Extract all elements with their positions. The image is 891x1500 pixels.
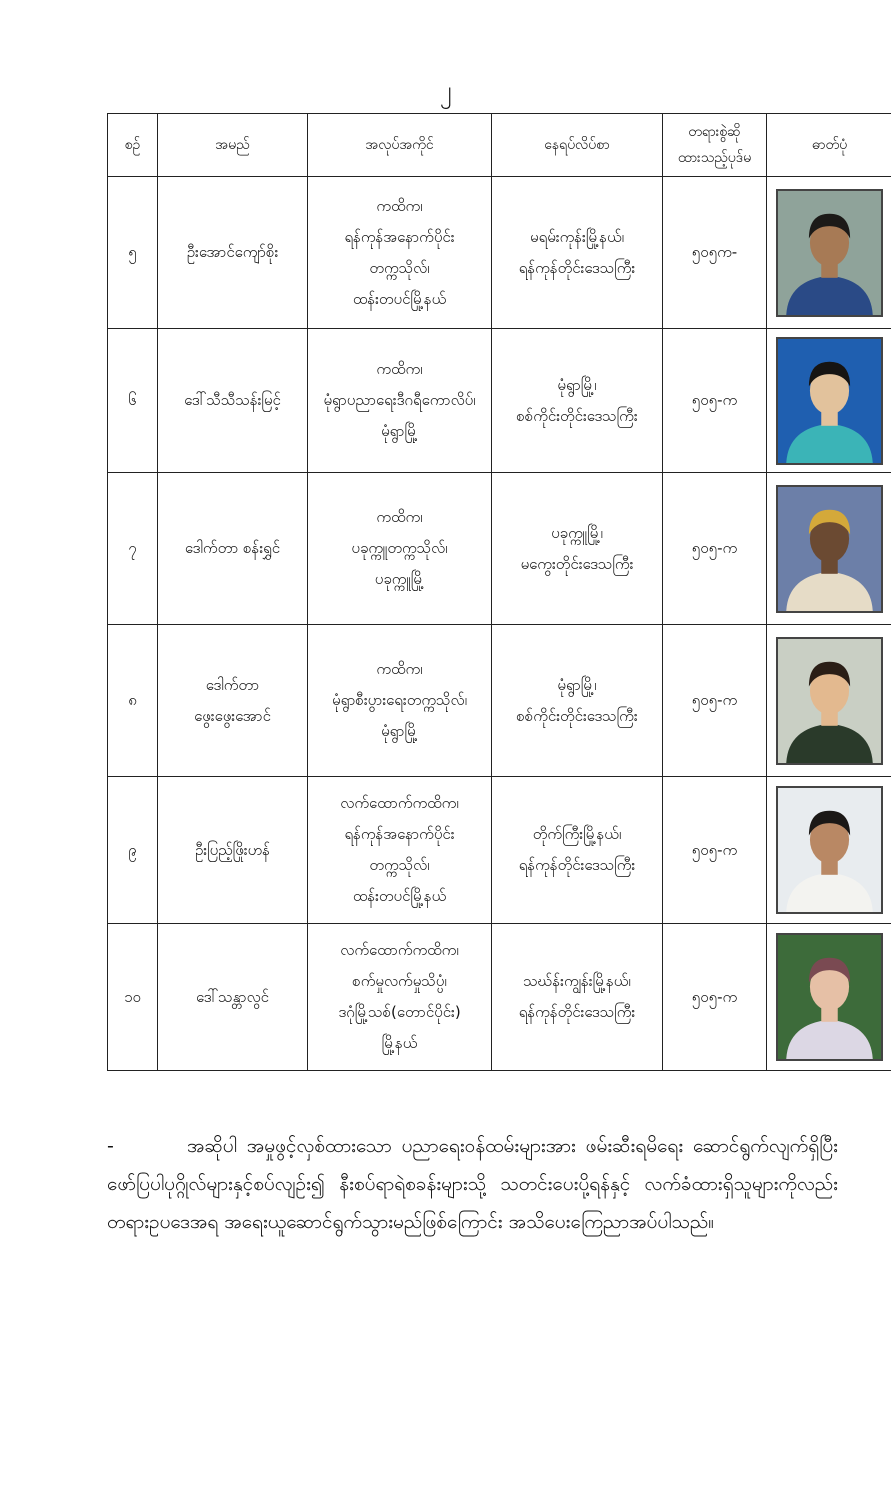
person-photo [776, 485, 883, 613]
name-line: ဒေါ်သီသီသန်းမြင့် [184, 391, 281, 409]
cell-law-section: ၅၀၅-က [663, 473, 767, 625]
occupation-line: ထန်းတပင်မြို့နယ် [352, 887, 447, 905]
cell-address [492, 473, 663, 625]
cell-address [492, 625, 663, 777]
table-row [108, 924, 891, 1071]
person-photo [776, 337, 883, 465]
name-line: ဦးအောင်ကျော်စိုး [186, 243, 279, 261]
person-photo [776, 637, 883, 765]
address-line: ရန်ကုန်တိုင်းဒေသကြီး [518, 258, 636, 277]
occupation-line: ကထိက၊ [376, 660, 423, 678]
occupation-line: ကထိက၊ [376, 508, 423, 526]
cell-name [158, 473, 308, 625]
cell-occupation [308, 625, 492, 777]
cell-name [158, 777, 308, 924]
header-law-section [663, 114, 767, 177]
cell-occupation [308, 777, 492, 924]
table-row [108, 177, 891, 329]
occupation-line: မုံရွာစီးပွားရေးတက္ကသိုလ်၊ [332, 691, 467, 709]
name-line: ဒေါ်သန္တာလွင် [196, 987, 269, 1006]
occupation-line: ပခုက္ကူမြို့ [374, 570, 425, 588]
table-row [108, 473, 891, 625]
occupation-line: စက်မှုလက်မှုသိပ္ပံ၊ [352, 972, 447, 990]
occupation-line: ဒဂုံမြို့သစ်(တောင်ပိုင်း) [338, 1003, 461, 1021]
cell-law-section: ၅၀၅-က [663, 777, 767, 924]
address-line: ရန်ကုန်တိုင်းဒေသကြီး [518, 1003, 636, 1021]
occupation-line: ရန်ကုန်အနောက်ပိုင်း [344, 825, 455, 843]
cell-occupation [308, 329, 492, 473]
cell-no: ၁၀ [108, 924, 158, 1071]
cell-photo [767, 177, 891, 329]
table-header-row [108, 114, 891, 177]
header-law-line2: ထားသည့်ပုဒ်မ [677, 150, 752, 166]
occupation-line: တက္ကသိုလ်၊ [369, 258, 430, 277]
name-line: ဦးပြည့်ဖြိုးဟန် [194, 840, 271, 859]
occupation-line: လက်ထောက်ကထိက၊ [340, 794, 459, 812]
occupation-line: ထန်းတပင်မြို့နယ် [352, 289, 447, 308]
name-line: ဒေါက်တာ စန်းရွှင် [184, 539, 281, 557]
cell-no: ၅ [108, 177, 158, 329]
cell-occupation [308, 924, 492, 1071]
notice-dash: - [107, 1135, 114, 1157]
occupation-line: တက္ကသိုလ်၊ [369, 856, 430, 874]
cell-address [492, 924, 663, 1071]
cell-photo [767, 329, 891, 473]
occupation-line: ပခုက္ကူတက္ကသိုလ်၊ [351, 539, 448, 557]
notice-text: အဆိုပါ အမှုဖွင့်လှစ်ထားသော ပညာရေးဝန်ထမ်းများအား ဖမ်းဆီးရမိရေး ဆောင်ရွက်လျက်ရှိပြီး ဖော်ပြပါပုဂ္ဂိုလ်များနှင့်စပ်လျဉ်း၍ နီးစပ်ရာရဲစခန်းများသို့ သတင်းပေးပို့ရန်နှင့် လက်ခံထားရှိသူများကိုလည်း တရားဥပဒေအရ အရေးယူဆောင်ရွက်သွားမည်ဖြစ်ကြောင်း အသိပေးကြေညာအပ်ပါသည်။ [107, 1135, 838, 1233]
notice-paragraph [107, 1127, 838, 1241]
cell-law-section: ၅၀၅-က [663, 329, 767, 473]
name-line: ဖွေးဖွေးအောင် [194, 706, 271, 725]
cell-law-section: ၅၀၅-က [663, 924, 767, 1071]
occupation-line: ကထိက၊ [376, 196, 423, 215]
cell-no: ၈ [108, 625, 158, 777]
person-photo [776, 189, 883, 317]
header-occupation: အလုပ်အကိုင် [308, 114, 492, 177]
portrait-icon [778, 191, 881, 315]
table-row [108, 777, 891, 924]
address-line: သဃ်န်းကျွန်းမြို့နယ်၊ [523, 972, 631, 990]
table-row [108, 625, 891, 777]
occupation-line: မုံရွာမြို့ [381, 722, 418, 740]
cell-address [492, 329, 663, 473]
cell-address [492, 777, 663, 924]
address-line: ရန်ကုန်တိုင်းဒေသကြီး [518, 856, 636, 874]
cell-no: ၇ [108, 473, 158, 625]
table-row [108, 329, 891, 473]
cell-no: ၆ [108, 329, 158, 473]
cell-occupation [308, 473, 492, 625]
portrait-icon [778, 639, 881, 763]
address-line: စစ်ကိုင်းတိုင်းဒေသကြီး [516, 706, 638, 725]
name-line: ဒေါက်တာ [205, 675, 260, 694]
cell-no: ၉ [108, 777, 158, 924]
header-photo: ဓာတ်ပုံ [767, 114, 891, 177]
person-photo [776, 786, 883, 914]
cell-name [158, 329, 308, 473]
wanted-staff-table [107, 113, 891, 1071]
address-line: စစ်ကိုင်းတိုင်းဒေသကြီး [516, 406, 638, 425]
occupation-line: ကထိက၊ [376, 360, 423, 378]
header-no: စဉ် [108, 114, 158, 177]
cell-photo [767, 777, 891, 924]
occupation-line: မုံရွာမြို့ [381, 422, 418, 440]
cell-occupation [308, 177, 492, 329]
cell-photo [767, 924, 891, 1071]
portrait-icon [778, 935, 881, 1059]
header-name: အမည် [158, 114, 308, 177]
person-photo [776, 933, 883, 1061]
cell-photo [767, 473, 891, 625]
portrait-icon [778, 788, 881, 912]
address-line: မကွေးတိုင်းဒေသကြီး [520, 554, 634, 573]
address-line: ပခုက္ကူမြို့၊ [551, 523, 603, 542]
cell-law-section: ၅၀၅-က [663, 625, 767, 777]
address-line: မုံရွာမြို့၊ [557, 675, 597, 694]
table-body [108, 177, 891, 1071]
header-law-line1: တရားစွဲဆို [688, 124, 741, 140]
cell-address [492, 177, 663, 329]
occupation-line: ရန်ကုန်အနောက်ပိုင်း [344, 227, 455, 246]
cell-law-section: ၅၀၅က- [663, 177, 767, 329]
portrait-icon [778, 487, 881, 611]
page-number: ၂ [439, 76, 452, 104]
portrait-icon [778, 339, 881, 463]
address-line: မရမ်းကုန်းမြို့နယ်၊ [530, 227, 624, 246]
cell-photo [767, 625, 891, 777]
header-address: နေရပ်လိပ်စာ [492, 114, 663, 177]
occupation-line: မြို့နယ် [381, 1034, 418, 1052]
occupation-line: လက်ထောက်ကထိက၊ [340, 941, 459, 959]
address-line: မုံရွာမြို့၊ [557, 375, 597, 394]
cell-name [158, 177, 308, 329]
address-line: တိုက်ကြီးမြို့နယ်၊ [532, 825, 622, 843]
cell-name [158, 625, 308, 777]
cell-name [158, 924, 308, 1071]
occupation-line: မုံရွာပညာရေးဒီဂရီကောလိပ်၊ [323, 391, 476, 409]
